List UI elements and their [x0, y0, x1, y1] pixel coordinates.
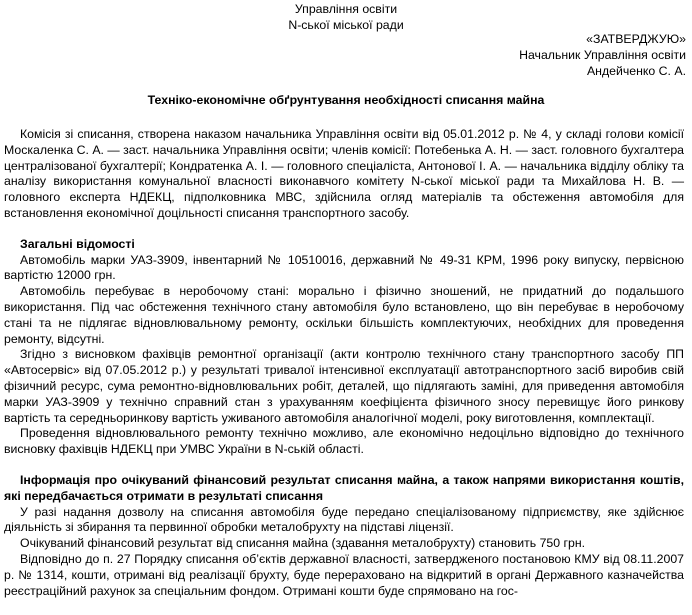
document-title: Техніко-економічне обґрунтування необхідності списання майна: [147, 93, 545, 107]
paragraph: Згідно з висновком фахівців ремонтної організації (акти контролю технічного стану транспортного засобу ПП «Автосервіс» від 07.05.2012 р.) у результаті тривалої інтенсивної експлуатації автотранспортного засіб виробив свій фізичний ресурс, сума ремонтно-відновлювальних робіт, деталей, що підлягають заміні, для приведення автомобіля марки УАЗ-3909 у технічно справний стан з урахуванням коефіцієнта фізичного зносу перевищує його ринкову вартість та середньоринкову вартість уживаного автомобіля аналогічної моделі, року виготовлення, комплектації.: [4, 347, 684, 425]
approval-stamp: «ЗАТВЕРДЖУЮ»: [586, 32, 686, 46]
paragraph: Відповідно до п. 27 Порядку списання об’єктів державної власності, затвердженого постановою КМУ від 08.11.2007 р. № 1314, кошти, отримані від реалізації брухту, буде перераховано на відкритий в органі Державного казначейства реєстраційний рахунок за спеціальним фондом. Отримані кошти буде спрямовано на гос-: [4, 551, 684, 598]
paragraph: У разі надання дозволу на списання автомобіля буде передано спеціалізованому підприємству, яке здійснює діяльність зі збирання та первинної обробки металобрухту на підставі ліцензії.: [4, 504, 684, 535]
financial-heading: Інформація про очікуваний фінансовий результат списання майна, а також напрями використання коштів, які передбачається отримати в результаті списання: [4, 472, 684, 503]
intro-paragraph: Комісія зі списання, створена наказом начальника Управління освіти від 05.01.2012 р. № 4, у складі голови комісії Москаленка С. А. — заст. начальника Управління освіти; членів комісії: Потебенька А. Н. — заст. головного бухгалтера централізованої бухгалтерії; Кондратенка А. І. — головного спеціаліста, Антонової І. А. — начальника відділу обліку та аналізу використання комунальної власності виконавчого комітету N-ської міської ради та Михайлова Н. В. — головного експерта НДЕКЦ, підполковника МВС, здійснила огляд матеріалів та обстеження автомобіля для встановлення економічної доцільності списання транспортного засобу.: [4, 127, 684, 220]
organization-header: [0, 2, 692, 34]
financial-section: [4, 473, 684, 599]
general-section: [4, 237, 684, 458]
organization-council: N-ської міської ради: [288, 17, 404, 32]
general-heading: Загальні відомості: [20, 236, 135, 251]
approval-block: [519, 32, 686, 79]
paragraph: Очікуваний фінансовий результат від списання майна (здавання металобрухту) становить 750 грн.: [20, 536, 586, 551]
document-body: [4, 127, 684, 599]
paragraph: Автомобіль перебуває в неробочому стані: морально і фізично зношений, не придатний до подальшого використання. Під час обстеження технічного стану автомобіля було встановлено, що він перебуває в неробочому стані та не підлягає відновлювальному ремонту, оскільки більшість комплектуючих, необхідних для проведення ремонту, відсутні.: [4, 284, 684, 346]
approver-position: Начальник Управління освіти: [519, 47, 686, 62]
organization-name: Управління освіти: [294, 2, 398, 16]
paragraph: Автомобіль марки УАЗ-3909, інвентарний № 10510016, державний № 49-31 КРМ, 1996 року випуску, первісною вартістю 12000 грн.: [4, 252, 684, 283]
approver-name: Андейченко С. А.: [586, 63, 686, 78]
paragraph: Проведення відновлювального ремонту технічно можливо, але економічно недоцільно відповідно до технічного висновку фахівців НДЕКЦ при УМВС України в N-ській області.: [4, 426, 684, 457]
